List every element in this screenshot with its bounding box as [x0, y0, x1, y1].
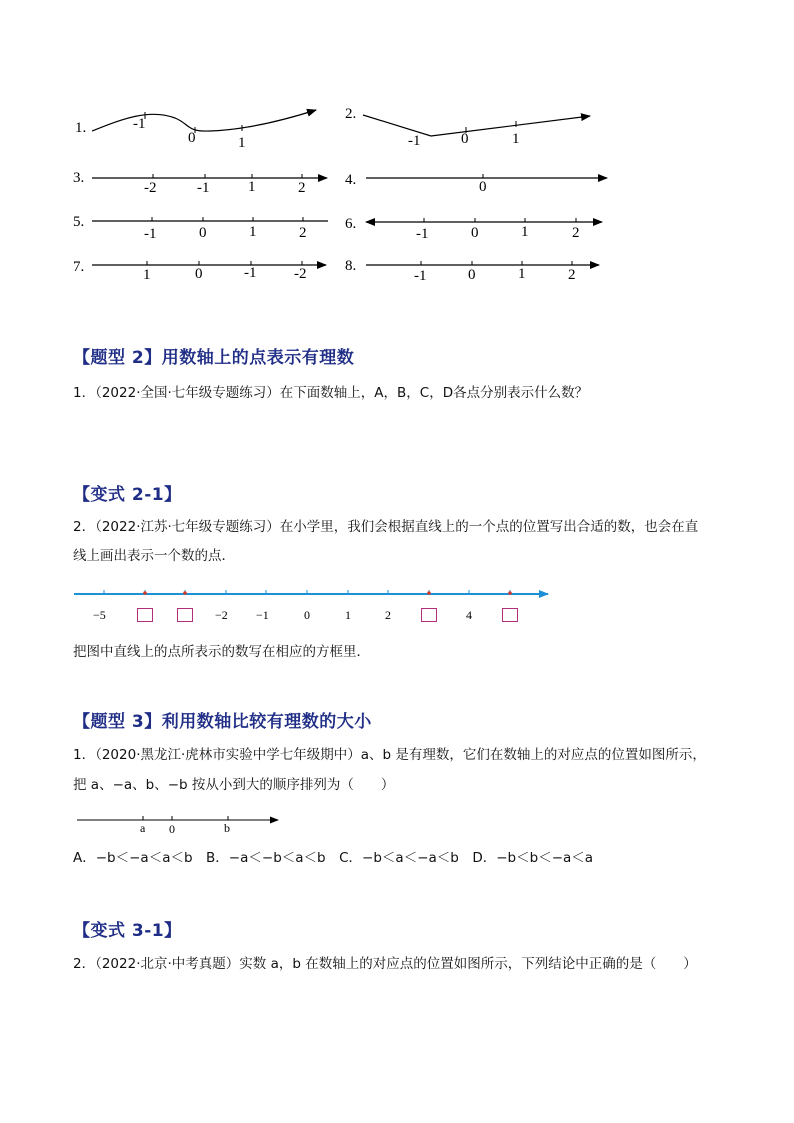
- axis-tick-label: 1: [345, 608, 351, 622]
- axis-tick-label: 0: [169, 822, 175, 836]
- fig7-tick-label: 0: [195, 266, 203, 282]
- fig-label-6: 6.: [345, 216, 357, 232]
- fig5-tick-label: 2: [299, 225, 307, 241]
- fig3-tick-label: -1: [197, 180, 210, 196]
- fig1-curve: [92, 110, 316, 131]
- axis-tick-label: −1: [256, 608, 269, 622]
- answer-box[interactable]: [137, 608, 153, 622]
- question-text: 2．（2022·江苏·七年级专题练习）在小学里，我们会根据直线上的一个点的位置写出合适的数，也会在直: [73, 519, 699, 535]
- fig-label-1: 1.: [75, 120, 87, 136]
- axis-tick-label: 4: [466, 608, 472, 622]
- axis-tick-label: a: [140, 821, 146, 835]
- fig1-tick-label: -1: [133, 116, 146, 132]
- fig4-tick-label: 0: [479, 179, 487, 195]
- fig6-tick-label: 2: [572, 225, 580, 241]
- figure-lines: [0, 0, 794, 300]
- fig3-tick-label: 1: [248, 179, 256, 195]
- fig5-tick-label: 0: [199, 225, 207, 241]
- point-marker: [427, 591, 431, 595]
- fig6-tick-label: -1: [416, 226, 429, 242]
- question-text-continued: 线上画出表示一个数的点．: [73, 548, 235, 564]
- section-heading-type2: 【题型 2】用数轴上的点表示有理数: [73, 348, 355, 368]
- blue-number-line: [0, 585, 794, 625]
- fig5-tick-label: -1: [144, 226, 157, 242]
- ab-number-line: [0, 812, 794, 832]
- fig5-tick-label: 1: [249, 224, 257, 240]
- fig8-tick-label: 2: [568, 267, 576, 283]
- fig3-tick-label: 2: [298, 180, 306, 196]
- question-text: 1．（2020·黑龙江·虎林市实验中学七年级期中）a、b 是有理数，它们在数轴上的对应点的位置如图所示，: [73, 747, 706, 763]
- axis-tick-label: −5: [93, 608, 106, 622]
- fig7-tick-label: -1: [244, 265, 257, 281]
- point-marker: [183, 591, 187, 595]
- axis-tick-label: 0: [304, 608, 310, 622]
- fig6-tick-label: 1: [521, 224, 529, 240]
- axis-tick-label: b: [224, 821, 230, 835]
- fig-label-2: 2.: [345, 106, 357, 122]
- fig1-tick-label: 0: [188, 130, 196, 146]
- fig8-tick-label: 0: [468, 267, 476, 283]
- section-heading-variant-2-1: 【变式 2-1】: [73, 485, 182, 505]
- fig-label-7: 7.: [73, 259, 85, 275]
- fig-label-4: 4.: [345, 172, 357, 188]
- point-marker: [143, 591, 147, 595]
- axis-tick-label: 2: [385, 608, 391, 622]
- section-heading-variant-3-1: 【变式 3-1】: [73, 921, 182, 941]
- fig2-tick-label: 1: [512, 131, 520, 147]
- fig3-tick-label: -2: [144, 180, 157, 196]
- fig-label-5: 5.: [73, 214, 85, 230]
- fig-label-8: 8.: [345, 258, 357, 274]
- fig2-tick-label: -1: [408, 133, 421, 149]
- answer-box[interactable]: [502, 608, 518, 622]
- fig7-tick-label: 1: [143, 267, 151, 283]
- question-text-continued: 把 a、−a、b、−b 按从小到大的顺序排列为（ ）: [73, 777, 395, 793]
- answer-options: A．−b＜−a＜a＜b B．−a＜−b＜a＜b C．−b＜a＜−a＜b D．−b＜b＜−a＜a: [73, 850, 594, 866]
- fig2-tick-label: 0: [461, 131, 469, 147]
- answer-box[interactable]: [421, 608, 437, 622]
- fig8-tick-label: 1: [518, 266, 526, 282]
- axis-tick-label: −2: [215, 608, 228, 622]
- fig6-tick-label: 0: [471, 225, 479, 241]
- answer-box[interactable]: [177, 608, 193, 622]
- fig1-tick-label: 1: [238, 135, 246, 151]
- fig8-tick-label: -1: [414, 268, 427, 284]
- fig7-tick-label: -2: [294, 266, 307, 282]
- question-text: 2．（2022·北京·中考真题）实数 a，b 在数轴上的对应点的位置如图所示，下列结论中正确的是（ ）: [73, 956, 697, 972]
- fig-label-3: 3.: [73, 170, 85, 186]
- question-text: 1．（2022·全国·七年级专题练习）在下面数轴上，A，B，C，D各点分别表示什么数？: [73, 385, 589, 401]
- fig2-line: [363, 115, 590, 136]
- section-heading-type3: 【题型 3】利用数轴比较有理数的大小: [73, 712, 372, 732]
- point-marker: [508, 591, 512, 595]
- instruction-text: 把图中直线上的点所表示的数写在相应的方框里．: [73, 644, 370, 660]
